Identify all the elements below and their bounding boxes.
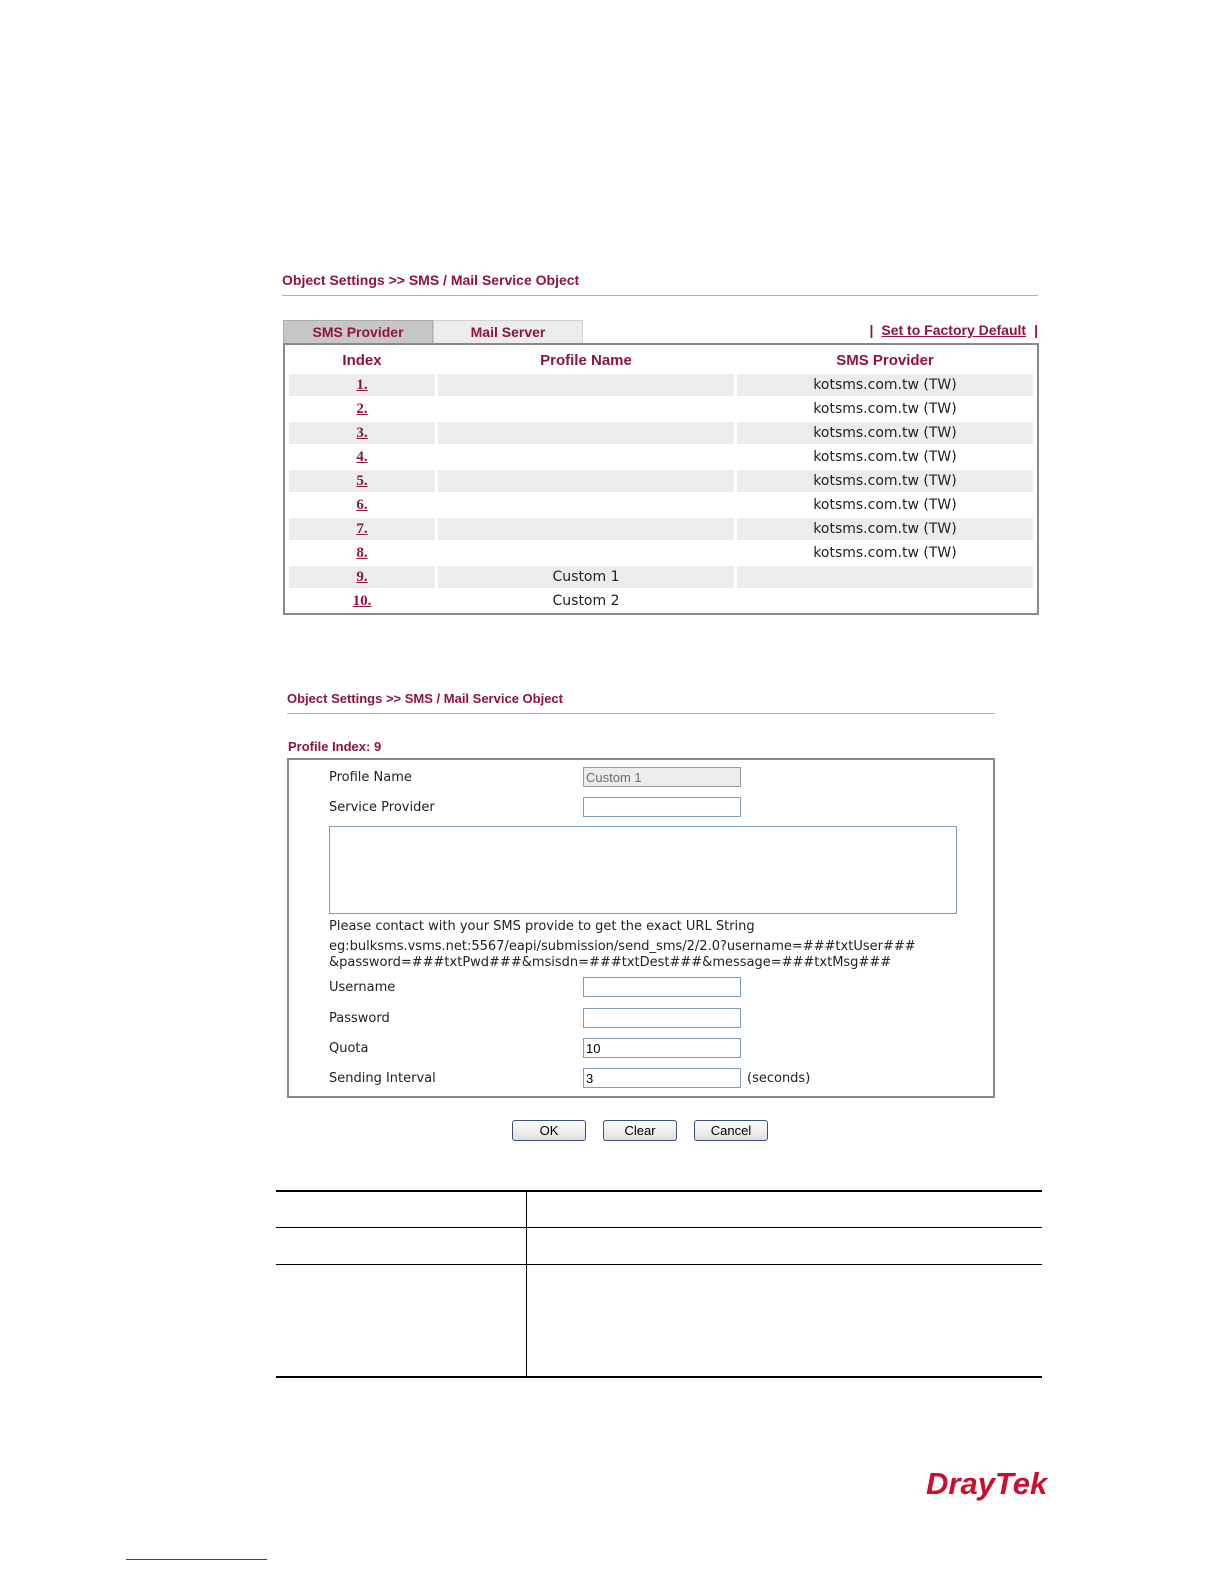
column-header-profile-name: Profile Name [540,352,632,369]
edit-title-divider [287,713,995,714]
cancel-button[interactable]: Cancel [694,1120,768,1141]
doc-table-column-divider [526,1191,527,1377]
table-row [289,566,1033,588]
url-example-line-2: &password=###txtPwd###&msisdn=###txtDest###&message=###txtMsg### [329,955,892,970]
set-to-factory-default-link[interactable]: Set to Factory Default [881,322,1027,338]
sms-provider-cell: kotsms.com.tw (TW) [813,545,957,561]
separator-left: | [869,322,874,338]
profile-table [283,343,1039,615]
column-header-index: Index [342,352,382,369]
draytek-logo [926,1463,1058,1507]
profile-index-link[interactable]: 7. [356,521,368,537]
table-row [289,542,1033,564]
tab-sms-provider[interactable]: SMS Provider [283,320,433,344]
table-row [289,374,1033,396]
sms-provider-cell: kotsms.com.tw (TW) [737,422,1033,444]
profile-name-cell [438,470,734,492]
profile-index-link[interactable]: 5. [356,473,368,489]
page-title: Object Settings >> SMS / Mail Service Object [282,272,580,288]
profile-name-cell: Custom 2 [552,593,620,609]
profile-name-cell [438,398,734,420]
seconds-unit-label: (seconds) [747,1071,811,1086]
quota-label: Quota [329,1041,369,1056]
password-label: Password [329,1011,390,1026]
service-provider-label: Service Provider [329,800,435,815]
edit-page-title: Object Settings >> SMS / Mail Service Object [287,691,563,706]
table-row [289,422,1033,444]
profile-edit-panel [287,758,995,1098]
profile-name-cell [438,542,734,564]
profile-index-link[interactable]: 2. [356,401,368,417]
table-row [289,518,1033,540]
profile-index-link[interactable]: 6. [356,497,368,513]
sms-provider-cell: kotsms.com.tw (TW) [813,497,957,513]
profile-index-link[interactable]: 8. [356,545,368,561]
password-input[interactable] [583,1008,741,1028]
url-hint-text: Please contact with your SMS provide to get the exact URL String [329,919,755,934]
profile-name-cell [438,446,734,468]
table-row [289,494,1033,516]
column-header-sms-provider: SMS Provider [836,352,934,369]
sms-provider-cell [737,590,1033,612]
doc-table-row-rule [276,1264,1042,1265]
profile-index-link[interactable]: 1. [356,377,368,393]
sms-provider-cell: kotsms.com.tw (TW) [813,401,957,417]
table-row [289,398,1033,420]
footer-link-underline [126,1559,267,1560]
profile-index-link[interactable]: 4. [356,449,368,465]
ok-button[interactable]: OK [512,1120,586,1141]
clear-button[interactable]: Clear [603,1120,677,1141]
sending-interval-input[interactable] [583,1068,741,1088]
profile-index-label: Profile Index: 9 [288,739,382,754]
profile-index-link[interactable]: 9. [356,569,368,585]
title-divider [282,295,1038,296]
quota-input[interactable] [583,1038,741,1058]
sms-provider-cell: kotsms.com.tw (TW) [737,470,1033,492]
tab-mail-server[interactable]: Mail Server [433,320,583,344]
draytek-logo-text: DrayTek [926,1466,1048,1501]
profile-name-cell [438,374,734,396]
doc-table-header-rule [276,1227,1042,1228]
url-string-textarea[interactable] [329,826,957,914]
table-row [289,470,1033,492]
profile-name-cell [438,422,734,444]
profile-name-cell: Custom 1 [438,566,734,588]
doc-table-bottom-rule [276,1376,1042,1378]
factory-default-bar [869,322,1038,338]
table-row [289,446,1033,468]
sms-provider-cell: kotsms.com.tw (TW) [737,374,1033,396]
username-label: Username [329,980,396,995]
sms-provider-cell: kotsms.com.tw (TW) [737,518,1033,540]
profile-name-cell [438,494,734,516]
separator-right: | [1034,322,1038,338]
sms-provider-cell: kotsms.com.tw (TW) [813,449,957,465]
profile-name-label: Profile Name [329,770,412,785]
url-example-line-1: eg:bulksms.vsms.net:5567/eapi/submission/send_sms/2/2.0?username=###txtUser### [329,939,916,954]
profile-name-cell [438,518,734,540]
doc-table-top-rule [276,1190,1042,1192]
username-input[interactable] [583,977,741,997]
sending-interval-label: Sending Interval [329,1071,436,1086]
table-row [289,590,1033,612]
profile-index-link[interactable]: 10. [352,593,372,609]
service-provider-input[interactable] [583,797,741,817]
profile-index-link[interactable]: 3. [356,425,368,441]
sms-provider-cell [737,566,1033,588]
profile-name-input[interactable] [583,767,741,787]
